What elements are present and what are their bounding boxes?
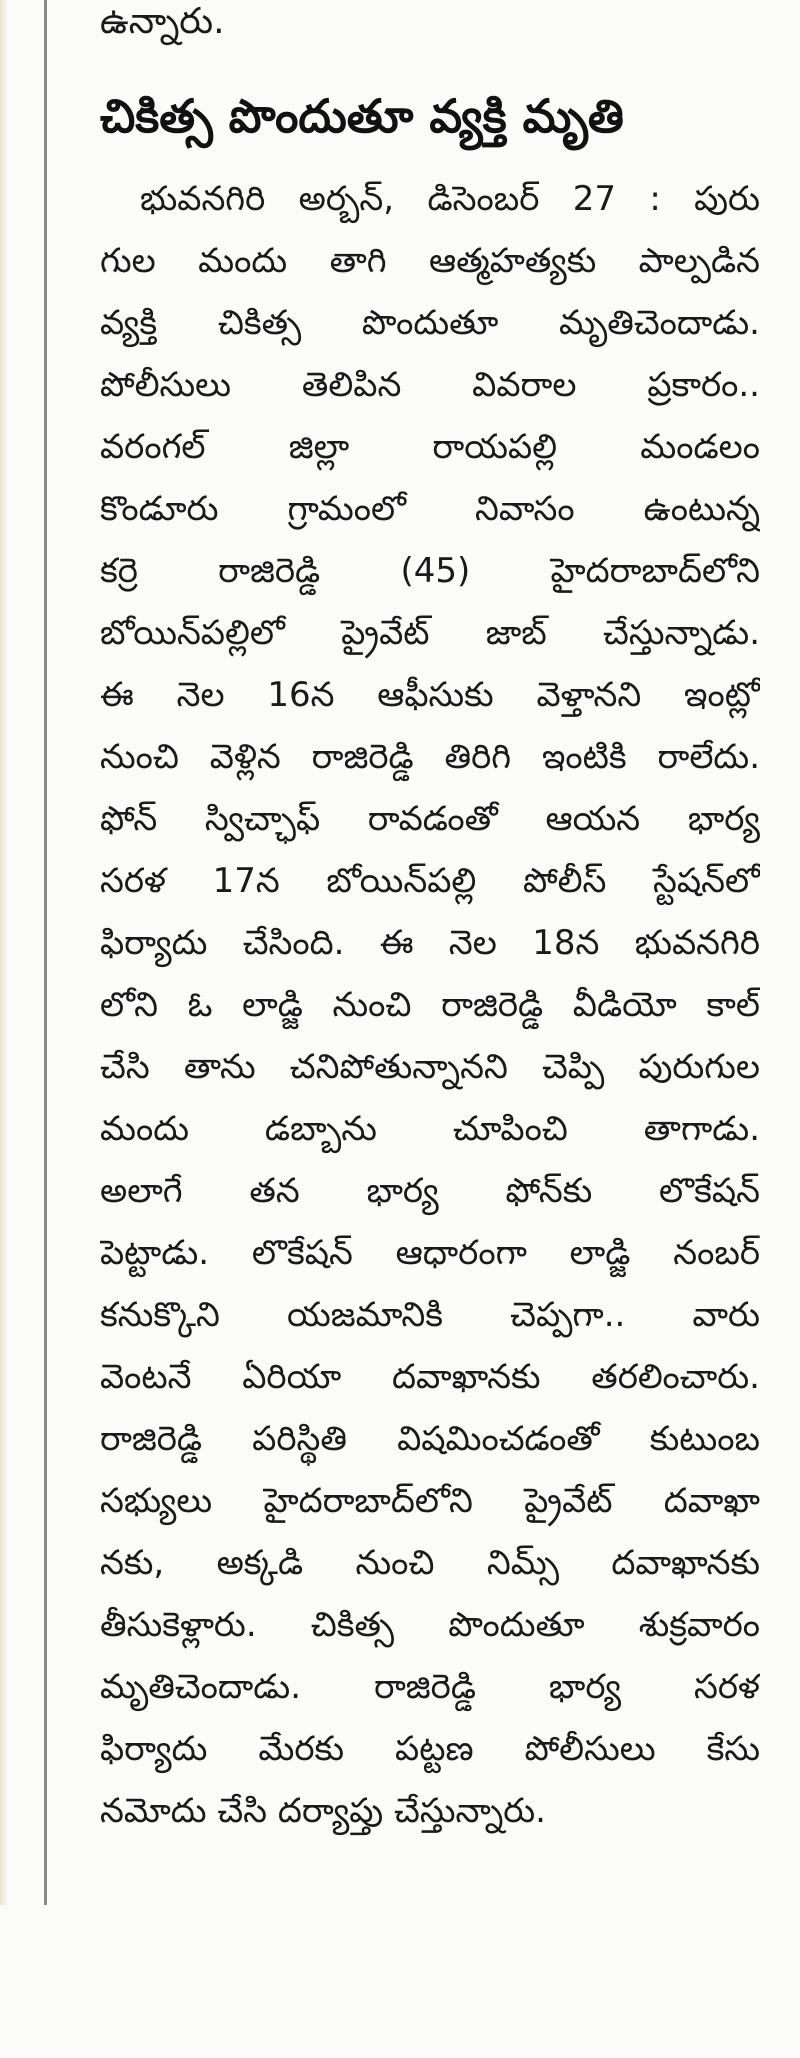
article-line: ఫోన్ స్విచ్ఛాఫ్ రావడంతో ఆయన భార్య [100,799,760,839]
article-line: పోలీసులు తెలిపిన వివరాల ప్రకారం.. [100,365,760,405]
article-line: మృతిచెందాడు. రాజిరెడ్డి భార్య సరళ [100,1667,760,1707]
article-line: గుల మందు తాగి ఆత్మహత్యకు పాల్పడిన [100,241,760,281]
article-line: కనుక్కొని యజమానికి చెప్పగా.. వారు [100,1295,760,1335]
article-line: లోని ఓ లాడ్జి నుంచి రాజిరెడ్డి వీడియో కాల్ [100,985,760,1025]
article-line: ఫిర్యాదు మేరకు పట్టణ పోలీసులు కేసు [100,1729,760,1769]
column-divider-line [44,0,47,1905]
adjacent-column-edge [0,0,8,1905]
previous-article-tail: ఉన్నారు. [100,1,225,42]
article-line: నుంచి వెళ్లిన రాజిరెడ్డి తిరిగి ఇంటికి రాలేదు. [100,737,760,777]
article-body [100,168,760,1842]
article-line: పెట్టాడు. లొకేషన్ ఆధారంగా లాడ్జి నంబర్ [100,1233,760,1273]
article-line: వ్యక్తి చికిత్స పొందుతూ మృతిచెందాడు. [100,303,760,343]
article-line: నకు, అక్కడి నుంచి నిమ్స్ దవాఖానకు [100,1543,760,1583]
article-line: బోయిన్‌పల్లిలో ప్రైవేట్ జాబ్ చేస్తున్నాడు. [100,613,760,653]
article-line: ఈ నెల 16న ఆఫీసుకు వెళ్తానని ఇంట్లో [100,675,760,715]
article-line: కొండూరు గ్రామంలో నివాసం ఉంటున్న [100,489,760,529]
article-line: వెంటనే ఏరియా దవాఖానకు తరలించారు. [100,1357,760,1397]
article-line: భువనగిరి అర్బన్, డిసెంబర్ 27 : పురు [140,179,760,219]
article-line: తీసుకెళ్లారు. చికిత్స పొందుతూ శుక్రవారం [100,1605,760,1645]
article-line: రాజిరెడ్డి పరిస్థితి విషమించడంతో కుటుంబ [100,1419,760,1459]
article-line: కర్రె రాజిరెడ్డి (45) హైదరాబాద్‌లోని [100,551,760,591]
article-line: నమోదు చేసి దర్యాప్తు చేస్తున్నారు. [100,1791,546,1831]
article-line: అలాగే తన భార్య ఫోన్‌కు లొకేషన్ [100,1171,760,1211]
article-headline: చికిత్స పొందుతూ వ్యక్తి మృతి [100,89,624,143]
article-line: వరంగల్ జిల్లా రాయపల్లి మండలం [100,427,760,467]
article-line: ఫిర్యాదు చేసింది. ఈ నెల 18న భువనగిరి [100,923,760,963]
article-line: చేసి తాను చనిపోతున్నానని చెప్పి పురుగుల [100,1047,760,1087]
article-line: మందు డబ్బాను చూపించి తాగాడు. [100,1109,760,1149]
article-line: సరళ 17న బోయిన్‌పల్లి పోలీస్ స్టేషన్‌లో [100,861,760,901]
article-line: సభ్యులు హైదరాబాద్‌లోని ప్రైవేట్ దవాఖా [100,1481,760,1521]
